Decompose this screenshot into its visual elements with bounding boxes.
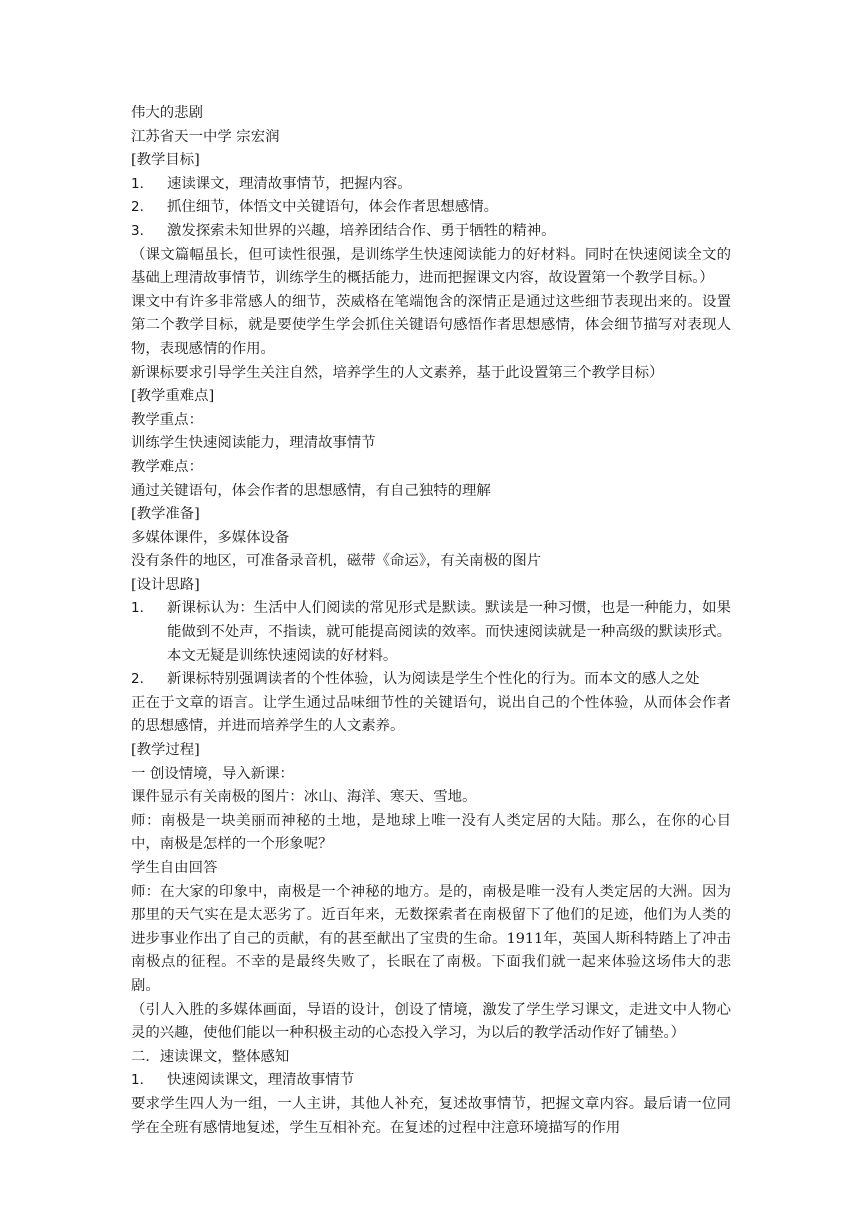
- step-item: [131, 1069, 731, 1093]
- section-heading-key-points: [教学重难点]: [131, 388, 215, 405]
- step-note: （引人入胜的多媒体画面，导语的设计，创设了情境，激发了学生学习课文，走进文中人物心灵的兴趣，使他们能以一种积极主动的心态投入学习，为以后的教学活动作好了铺垫。）: [131, 1001, 731, 1042]
- design-text: 新课标特别强调读者的个性体验，认为阅读是学生个性化的行为。而本文的感人之处: [167, 671, 700, 688]
- author-line: 江苏省天一中学 宗宏润: [131, 128, 280, 145]
- student-paragraph: 学生自由回答: [131, 860, 218, 876]
- step-item-text: 快速阅读课文，理清故事情节: [167, 1072, 355, 1089]
- design-item: [131, 597, 731, 668]
- key-point-label: 教学重点：: [131, 411, 203, 428]
- goal-note-1: （课文篇幅虽长，但可读性很强，是训练学生快速阅读能力的好材料。同时在快速阅读全文的基础上理清故事情节，训练学生的概括能力，进而把握课文内容，故设置第一个教学目标。）: [131, 246, 731, 287]
- design-item: [131, 668, 731, 692]
- difficulty-label: 教学难点：: [131, 458, 203, 475]
- section-heading-goals: [教学目标]: [131, 152, 200, 169]
- design-text-continued: 正在于文章的语言。让学生通过品味细节性的关键语句，说出自己的个性体验，从而体会作者的思想感情，并进而培养学生的人文素养。: [131, 694, 731, 735]
- teacher-paragraph: 师：南极是一块美丽而神秘的土地，是地球上唯一没有人类定居的大陆。那么，在你的心目中，南极是怎样的一个形象呢？: [131, 812, 731, 853]
- goal-text: 速读课文，理清故事情节，把握内容。: [167, 175, 412, 192]
- goal-item: [131, 220, 731, 244]
- section-heading-design: [设计思路]: [131, 576, 200, 593]
- goal-note-3: 新课标要求引导学生关注自然，培养学生的人文素养，基于此设置第三个教学目标）: [131, 364, 664, 381]
- teacher-paragraph: 师：在大家的印象中，南极是一个神秘的地方。是的，南极是唯一没有人类定居的大洲。因为那里的天气实在是太恶劣了。近百年来，无数探索者在南极留下了他们的足迹，他们为人类的进步事业作出了自己的贡献，有的甚至献出了宝贵的生命。1911年，英国人斯科特踏上了冲击南极点的征程。不幸的是最终失败了，长眠在了南极。下面我们就一起来体验这场伟大的悲剧。: [131, 883, 731, 994]
- design-number: 1．: [131, 600, 154, 617]
- difficulty-text: 通过关键语句，体会作者的思想感情，有自己独特的理解: [131, 482, 491, 499]
- step-heading: 二．速读课文，整体感知: [131, 1048, 290, 1065]
- preparation-line: 多媒体课件，多媒体设备: [131, 529, 290, 546]
- goal-item: [131, 173, 731, 197]
- goal-item: [131, 196, 731, 220]
- design-number: 2．: [131, 671, 154, 688]
- document-title: 伟大的悲剧: [131, 105, 203, 121]
- document-body: [131, 102, 731, 1140]
- goal-note-2: 课文中有许多非常感人的细节，茨威格在笔端饱含的深情正是通过这些细节表现出来的。设置第二个教学目标，就是要使学生学会抓住关键语句感悟作者思想感情，体会细节描写对表现人物，表现感情的作用。: [131, 293, 731, 357]
- goal-text: 激发探索未知世界的兴趣，培养团结合作、勇于牺牲的精神。: [167, 222, 556, 239]
- goal-number: 3．: [131, 222, 154, 239]
- step-paragraph: 课件显示有关南极的图片：冰山、海洋、寒天、雪地。: [131, 789, 477, 806]
- step-paragraph: 要求学生四人为一组，一人主讲，其他人补充，复述故事情节，把握文章内容。最后请一位同学在全班有感情地复述，学生互相补充。在复述的过程中注意环境描写的作用: [131, 1095, 731, 1136]
- section-heading-preparation: [教学准备]: [131, 506, 200, 523]
- key-point-text: 训练学生快速阅读能力，理清故事情节: [131, 435, 376, 452]
- step-item-number: 1．: [131, 1072, 154, 1089]
- section-heading-process: [教学过程]: [131, 742, 200, 759]
- goal-number: 1．: [131, 175, 154, 192]
- preparation-line: 没有条件的地区，可准备录音机，磁带《命运》，有关南极的图片: [131, 553, 542, 570]
- goal-number: 2．: [131, 199, 154, 216]
- step-heading: 一 创设情境，导入新课：: [131, 765, 294, 782]
- goal-text: 抓住细节，体悟文中关键语句，体会作者思想感情。: [167, 199, 498, 216]
- design-text: 新课标认为：生活中人们阅读的常见形式是默读。默读是一种习惯，也是一种能力，如果能做到不处声，不指读，就可能提高阅读的效率。而快速阅读就是一种高级的默读形式。本文无疑是训练快速阅读的好材料。: [167, 600, 731, 664]
